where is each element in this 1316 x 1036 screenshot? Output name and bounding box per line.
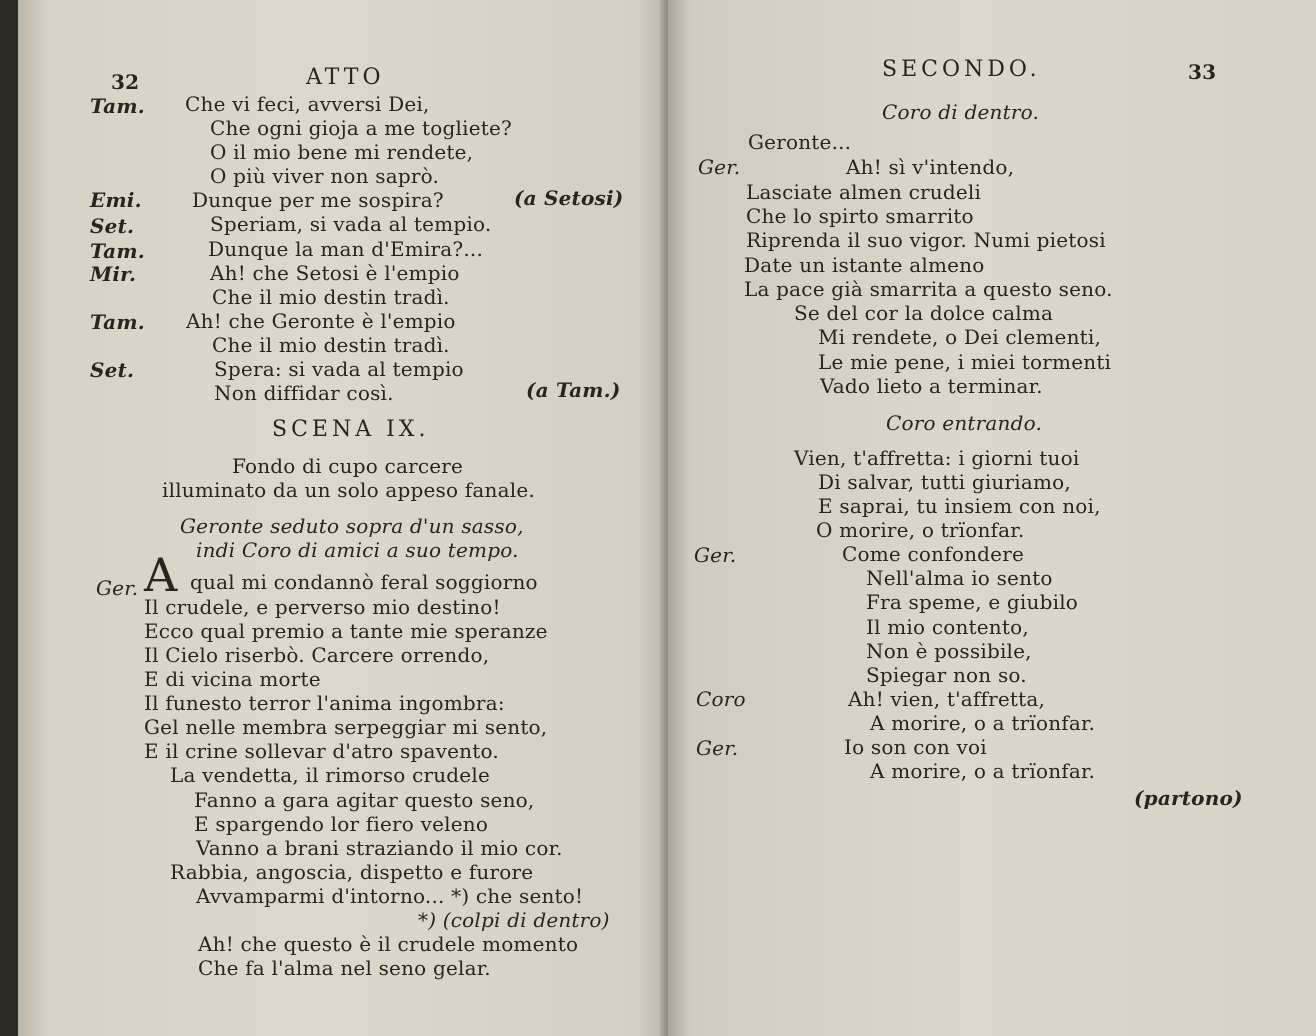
drop-cap: A	[144, 548, 178, 602]
stage-direction: (a Setosi)	[514, 186, 624, 210]
right-page	[668, 0, 1316, 1036]
verse-line: Spiegar non so.	[866, 663, 1027, 687]
verse-line: Riprenda il suo vigor. Numi pietosi	[746, 228, 1106, 252]
verse-line: Che il mio destin tradì.	[212, 285, 450, 309]
verse-line: Ah! che Setosi è l'empio	[210, 261, 460, 285]
verse-line: Che fa l'alma nel seno gelar.	[198, 956, 491, 980]
left-running-header: ATTO	[306, 65, 385, 90]
speaker: Set.	[90, 358, 135, 382]
stage-heading: Coro entrando.	[886, 411, 1043, 435]
verse-line: Dunque la man d'Emira?...	[208, 237, 484, 261]
right-page-number: 33	[1188, 60, 1217, 84]
verse-line: Che ogni gioja a me togliete?	[210, 116, 512, 140]
verse-line: Geronte...	[748, 130, 852, 154]
verse-line: Non diffidar così.	[214, 381, 394, 405]
verse-line: Ecco qual premio a tante mie speranze	[144, 619, 548, 643]
verse-line: Di salvar, tutti giuriamo,	[818, 470, 1071, 494]
speaker: Set.	[90, 214, 135, 238]
verse-line: O il mio bene mi rendete,	[210, 140, 474, 164]
verse-line: Gel nelle membra serpeggiar mi sento,	[144, 715, 548, 739]
scene-setting: Fondo di cupo carcere	[232, 454, 464, 478]
verse-line: Lasciate almen crudeli	[746, 180, 982, 204]
verse-line: Ah! che questo è il crudele momento	[198, 932, 579, 956]
left-page-number: 32	[111, 70, 140, 94]
verse-line: Fanno a gara agitar questo seno,	[194, 788, 535, 812]
speaker: Ger.	[96, 576, 139, 600]
speaker: Tam.	[90, 94, 145, 118]
verse-line: Se del cor la dolce calma	[794, 301, 1054, 325]
verse-line: Date un istante almeno	[744, 253, 985, 277]
speaker: Ger.	[696, 736, 739, 760]
footnote: *) (colpi di dentro)	[418, 908, 610, 932]
verse-line: Il funesto terror l'anima ingombra:	[144, 691, 505, 715]
speaker: Ger.	[698, 155, 741, 179]
left-page	[18, 0, 668, 1036]
verse-line: Non è possibile,	[866, 639, 1032, 663]
verse-line: Speriam, si vada al tempio.	[210, 212, 492, 236]
speaker: Ger.	[694, 543, 737, 567]
verse-line: Fra speme, e giubilo	[866, 590, 1079, 614]
verse-line: O più viver non saprò.	[210, 164, 440, 188]
verse-line: La vendetta, il rimorso crudele	[170, 763, 490, 787]
verse-line: Come confondere	[842, 542, 1024, 566]
scene-title: SCENA IX.	[272, 417, 430, 442]
verse-line: Che il mio destin tradì.	[212, 333, 450, 357]
verse-line: Che vi feci, avversi Dei,	[185, 92, 430, 116]
verse-line: La pace già smarrita a questo seno.	[744, 277, 1113, 301]
verse-line: Dunque per me sospira?	[192, 188, 444, 212]
verse-line: Ah! vien, t'affretta,	[848, 687, 1046, 711]
stage-direction: (a Tam.)	[526, 378, 621, 402]
verse-line: Mi rendete, o Dei clementi,	[818, 325, 1102, 349]
verse-line: Spera: si vada al tempio	[214, 357, 464, 381]
verse-line: Avvamparmi d'intorno... *) che sento!	[196, 884, 584, 908]
scene-setting: illuminato da un solo appeso fanale.	[162, 478, 535, 502]
verse-line: Il Cielo riserbò. Carcere orrendo,	[144, 643, 490, 667]
speaker: Mir.	[90, 262, 137, 286]
verse-line: Ah! che Geronte è l'empio	[186, 309, 456, 333]
verse-line: Vado lieto a terminar.	[820, 374, 1043, 398]
verse-line: Il crudele, e perverso mio destino!	[144, 595, 501, 619]
verse-line: Io son con voi	[844, 735, 987, 759]
verse-line: E saprai, tu insiem con noi,	[818, 494, 1101, 518]
speaker: Tam.	[90, 239, 145, 263]
stage-heading: Coro di dentro.	[882, 100, 1040, 124]
verse-line: Il mio contento,	[866, 615, 1029, 639]
scene-direction: Geronte seduto sopra d'un sasso,	[180, 514, 524, 538]
scene-direction: indi Coro di amici a suo tempo.	[196, 538, 519, 562]
speaker: Tam.	[90, 310, 145, 334]
verse-line: O morire, o trïonfar.	[816, 518, 1025, 542]
speaker: Coro	[696, 687, 746, 711]
verse-line: A morire, o a trïonfar.	[870, 711, 1096, 735]
verse-line: E il crine sollevar d'atro spavento.	[144, 739, 499, 763]
verse-line: Nell'alma io sento	[866, 566, 1053, 590]
verse-line: Rabbia, angoscia, dispetto e furore	[170, 860, 534, 884]
verse-line: Ah! sì v'intendo,	[846, 155, 1015, 179]
stage-direction: (partono)	[1134, 786, 1243, 810]
right-running-header: SECONDO.	[882, 57, 1041, 82]
verse-line: A morire, o a trïonfar.	[870, 759, 1096, 783]
verse-line: qual mi condannò feral soggiorno	[190, 570, 538, 594]
verse-line: Le mie pene, i miei tormenti	[818, 350, 1112, 374]
speaker: Emi.	[90, 188, 142, 212]
verse-line: E spargendo lor fiero veleno	[194, 812, 489, 836]
verse-line: Vien, t'affretta: i giorni tuoi	[794, 446, 1080, 470]
verse-line: Che lo spirto smarrito	[746, 204, 974, 228]
verse-line: E di vicina morte	[144, 667, 321, 691]
book-edge	[0, 0, 18, 1036]
verse-line: Vanno a brani straziando il mio cor.	[196, 836, 563, 860]
